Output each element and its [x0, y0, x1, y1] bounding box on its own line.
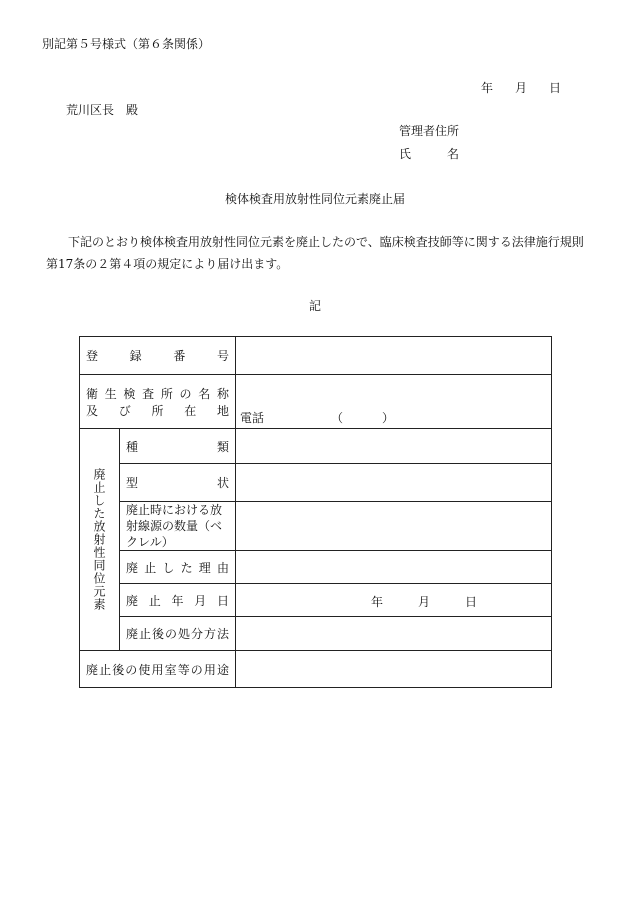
reason-value[interactable]: [236, 551, 552, 584]
body-text: 下記のとおり検体検査用放射性同位元素を廃止したので、臨床検査技師等に関する法律施行規則第17条の２第４項の規定により届け出ます。: [46, 235, 584, 271]
day-label: 日: [549, 81, 562, 95]
reg-number-label-cell: [80, 337, 236, 375]
reason-label-cell: [120, 551, 236, 584]
reg-number-label: 登録番号: [86, 349, 229, 363]
table-row: [80, 617, 552, 651]
paren-open: （: [331, 411, 344, 425]
quantity-value[interactable]: [236, 502, 552, 551]
name-label: 氏 名: [399, 147, 460, 161]
facility-location-label: 及び所在地: [86, 403, 229, 418]
table-row: [80, 337, 552, 375]
month-label: 月: [515, 81, 528, 95]
group-label: 廃止した放射性同位元素: [92, 468, 106, 611]
disposal-label: 廃止後の処分方法: [126, 627, 229, 641]
date-line: [481, 79, 561, 96]
kind-value[interactable]: [236, 429, 552, 464]
form-label: 別記第５号様式（第６条関係）: [42, 37, 211, 51]
phone-label: 電話: [240, 411, 265, 425]
address-label: 管理者住所: [399, 124, 460, 138]
date-year: 年: [371, 595, 384, 609]
group-label-cell: [80, 429, 120, 651]
table-row: [80, 429, 552, 464]
date-label-cell: [120, 584, 236, 617]
date-day: 日: [465, 595, 478, 609]
date-value[interactable]: [236, 584, 552, 617]
shape-label-cell: [120, 464, 236, 502]
addressee: 荒川区長 殿: [66, 103, 139, 117]
date-month: 月: [418, 595, 431, 609]
reg-number-value[interactable]: [236, 337, 552, 375]
table-row: [80, 551, 552, 584]
form-table: [79, 336, 552, 688]
year-label: 年: [481, 81, 494, 95]
table-row: [80, 502, 552, 551]
room-use-label: 廃止後の使用室等の用途: [86, 662, 229, 677]
kind-label: 種類: [126, 439, 229, 454]
table-row: [80, 464, 552, 502]
room-use-label-cell: [80, 651, 236, 688]
kind-label-cell: [120, 429, 236, 464]
document-title: 検体検査用放射性同位元素廃止届: [224, 192, 405, 206]
quantity-label: 廃止時における放射線源の数量（ベクレル）: [126, 503, 223, 549]
facility-value[interactable]: [236, 375, 552, 429]
facility-label-cell: [80, 375, 236, 429]
table-row: [80, 584, 552, 617]
paren-close: ）: [382, 411, 395, 425]
disposal-value[interactable]: [236, 617, 552, 651]
quantity-label-cell: [120, 502, 236, 551]
table-row: [80, 375, 552, 429]
date-label: 廃止年月日: [126, 593, 229, 608]
room-use-value[interactable]: [236, 651, 552, 688]
disposal-label-cell: [120, 617, 236, 651]
table-row: [80, 651, 552, 688]
reason-label: 廃止した理由: [126, 560, 229, 575]
shape-value[interactable]: [236, 464, 552, 502]
ki-heading: 記: [308, 299, 321, 313]
shape-label: 型状: [126, 476, 229, 490]
facility-name-label: 衛生検査所の名称: [86, 386, 229, 401]
